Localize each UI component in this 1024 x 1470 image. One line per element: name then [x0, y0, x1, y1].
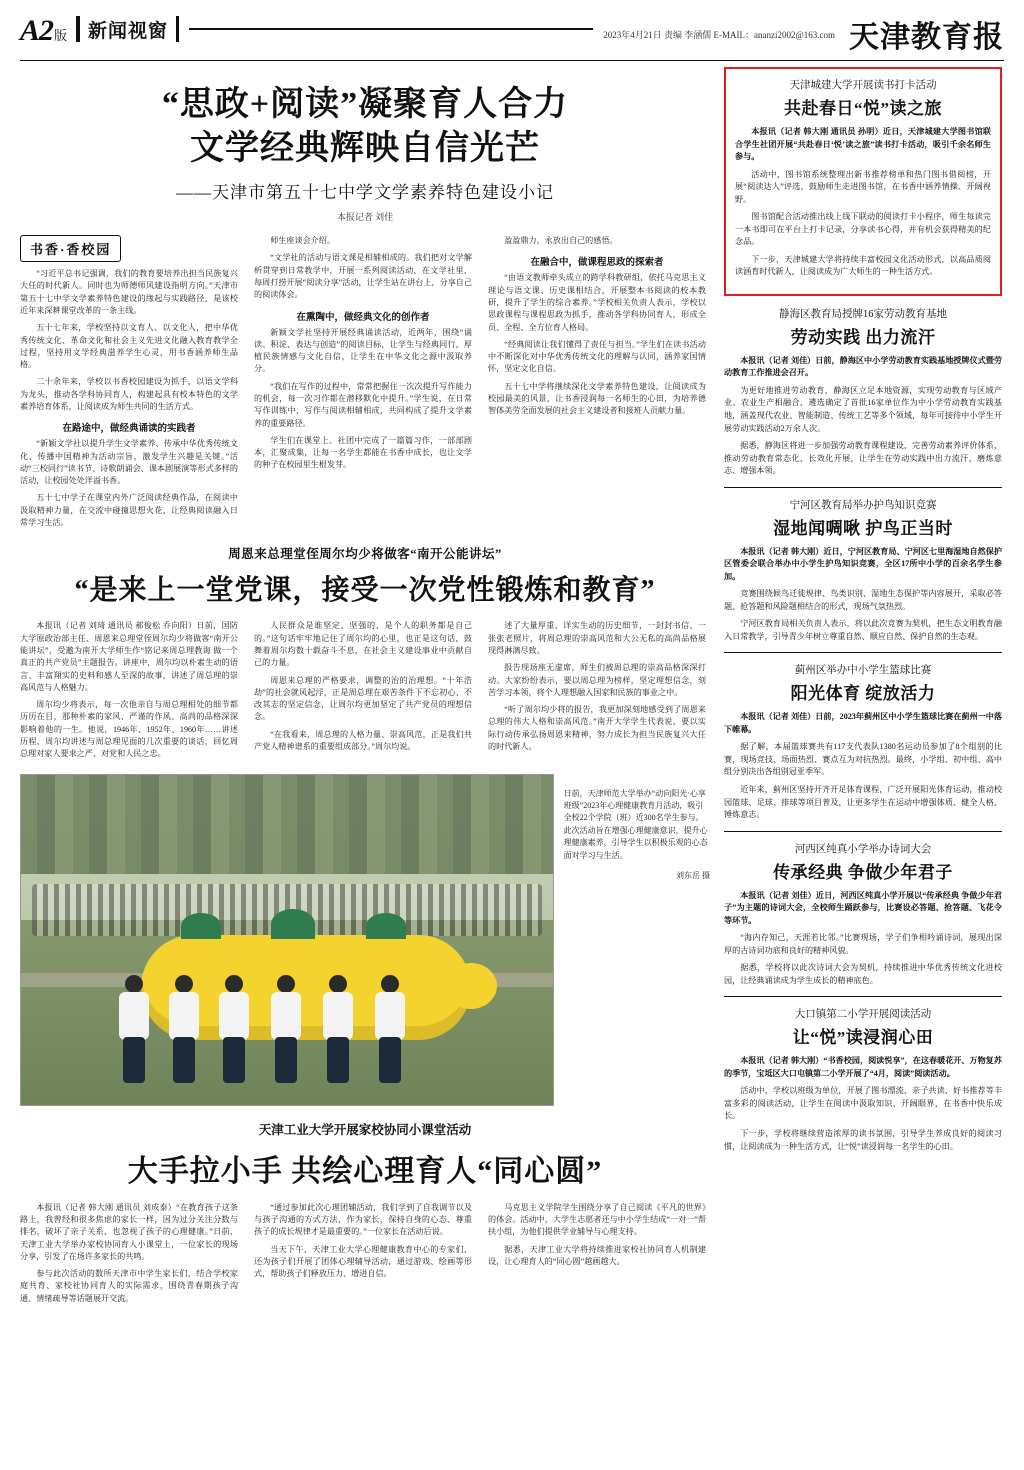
- paragraph: “文学社的活动与语文课是相辅相成的。我们把对文学解析贯穿到日常教学中，开展一系列阅读活动，在文学社里，每周打捞开展“阅读分享”活动，让学生站在讲台上，分享自己的阅读体会。: [254, 253, 472, 300]
- paragraph: “经典阅读让我们懂得了责任与担当。”学生们在读书活动中不断深化对中华优秀传统文化的理解与认同，涵养家国情怀，坚定文化自信。: [488, 339, 706, 374]
- lead-headline-line1: “思政+阅读”凝聚育人合力: [161, 86, 569, 123]
- paragraph: “海内存知己，天涯若比邻。”比赛现场，学子们争相吟诵诗词，展现出深厚的古诗词功底和良好的精神风貌。: [724, 933, 1002, 955]
- rail-item: [724, 497, 1002, 644]
- paragraph: 马克思主义学院学生围绕分享了自己阅读《平凡的世界》的体会。活动中，大学生志愿者还与中小学生结成“一对一”帮扶小组，为他们提供学业辅导与心理支持。: [488, 1202, 706, 1237]
- paragraph: 活动中，图书馆系统整理出新书推荐榜单和热门图书借阅榜，开展“阅读达人”评选，鼓励师生走进图书馆，在书香中涵养情操、开阔视野。: [735, 169, 991, 204]
- section-heading: 在路途中，做经典诵读的实践者: [62, 424, 196, 435]
- paragraph: 近年来，蓟州区坚持开齐开足体育课程，广泛开展阳光体育运动，推动校园篮球、足球、排球等项目普及，让更多学生在运动中增强体质、健全人格、锤炼意志。: [724, 785, 1002, 820]
- rail-item: [724, 841, 1002, 988]
- rail-item: [724, 1006, 1002, 1153]
- lead-column-1: [20, 235, 238, 534]
- photo-student: [321, 975, 355, 1083]
- photo-row: [20, 774, 710, 1106]
- rail-kicker: 静海区教育局授牌16家劳动教育基地: [779, 308, 947, 320]
- rail-title: 阳光体育 绽放活力: [790, 684, 936, 704]
- bottom-feature-title: 大手拉小手 共绘心理育人“同心圆”: [127, 1154, 603, 1188]
- bottom-feature-kicker: 天津工业大学开展家校协同小课堂活动: [258, 1122, 472, 1137]
- paragraph: 据悉，静海区将进一步加强劳动教育课程建设，完善劳动素养评价体系，推动劳动教育常态化、长效化开展，让学生在劳动实践中出力流汗、磨炼意志、增强本领。: [724, 441, 1002, 476]
- lead-headline-line2: 文学经典辉映自信光芒: [190, 129, 540, 167]
- photo-student: [117, 975, 151, 1083]
- paragraph: 盈盈鼎力，永放出自己的感悟。: [504, 236, 618, 246]
- paragraph: 参与此次活动的数所天津市中学生家长们，结合学校家庭共育、家校社协同育人的实际需求，围绕青春期孩子沟通、情绪疏导等话题展开交流。: [20, 1269, 238, 1303]
- mid-column-2: [254, 620, 472, 765]
- rail-divider: [724, 487, 1002, 488]
- section-heading: 在熏陶中，做经典文化的创作者: [296, 312, 430, 323]
- bottom-column-3: [488, 1202, 706, 1310]
- section-heading: 在融合中，做课程思政的探索者: [530, 258, 664, 269]
- paragraph: 人民群众是谁坚定、坚强的，是个人的职务都是自己的。”这句话牢牢地记住了周尔均的心里，也正是这句话，鼓舞着周尔均数十载奋斗不息，在社会主义建设事业中贡献自己的力量。: [254, 621, 472, 668]
- paragraph: 五十七中学将继续深化文学素养特色建设，让阅读成为校园最美的风景，让书香浸润每一名师生的心田，为培养德智体美劳全面发展的社会主义建设者和接班人贡献力量。: [488, 381, 706, 416]
- page-folio: [20, 14, 66, 48]
- paper-logo: 天津教育报: [849, 21, 1004, 54]
- paragraph: 五十七中学子在课堂内外广泛阅读经典作品，在阅读中汲取精神力量，在交流中碰撞思想火花，让经典阅读融入日常学习生活。: [20, 493, 238, 528]
- paragraph: 五十七年来，学校坚持以文育人、以文化人，把中华优秀传统文化、革命文化和社会主义先进文化融入教育教学全过程，坚持用文学经典滋养学生心灵，用书香涵养师生品格。: [20, 323, 238, 370]
- bottom-column-1: [20, 1202, 238, 1310]
- dragon-fin: [181, 913, 221, 939]
- dragon-fin: [366, 913, 406, 939]
- paragraph: 本报讯（记者 刘佳）日前，2023年蓟州区中小学生篮球比赛在蓟州一中落下帷幕。: [724, 712, 1002, 734]
- mid-feature-title: “是来上一堂党课，接受一次党性锻炼和教育”: [74, 575, 656, 607]
- paragraph: “新颖文学社以提升学生文学素养、传承中华优秀传统文化、传播中国精神为活动宗旨，激发学生兴趣是关键。”活动“三校同行”读书节、诗歌朗诵会、课本剧展演等形式多样的活动，让校园处处洋溢书香。: [20, 439, 238, 486]
- paragraph: 二十余年来，学校以书香校园建设为抓手，以语文学科为龙头，推动各学科协同育人，构建起具有校本特色的文学素养培育体系，让阅读成为师生共同的生活方式。: [20, 377, 238, 411]
- masthead-divider: [76, 16, 80, 42]
- rail-kicker: 蓟州区举办中小学生篮球比赛: [794, 665, 932, 677]
- masthead-rule: [189, 28, 593, 30]
- paragraph: 活动中，学校以班级为单位，开展了图书漂流、亲子共读、好书推荐等丰富多彩的阅读活动，让学生在阅读中汲取知识、开阔眼界，在书香中快乐成长。: [724, 1086, 1002, 1121]
- rail-title: 共赴春日“悦”读之旅: [784, 99, 942, 118]
- paragraph: 本报讯（记者 刘琦 通讯员 郝俊松 乔向阳）日前，国防大学原政治部主任、周恩来总理堂侄周尔均少将做客“南开公能讲坛”，受邀为南开大学师生作“铭记来周总理教诲 做一个真正的共产党员”主题报告。讲座中，周尔均以朴素生动的语言、丰富翔实的史料和感人至深的故事，讲述了周总理的崇高风范与人格魅力。: [20, 621, 238, 692]
- photo-caption-block: [564, 774, 710, 1106]
- lead-column-3: [488, 235, 706, 534]
- column-badge: 书香·香校园: [20, 235, 121, 262]
- photo-caption: 日前，天津师范大学举办“动向阳光·心享班级”2023年心理健康教育月活动，吸引全校22个学院（班）近300名学生参与。此次活动旨在增强心理健康意识，提升心理健康素养，引导学生以积极乐观的心态面对学习与生活。: [563, 788, 708, 860]
- paragraph: 述了大量厚重、详实生动的历史细节，一封封书信、一张张老照片，将周总理的崇高风范和大公无私的高尚品格展现得淋漓尽致。: [488, 621, 706, 655]
- rail-title: 让“悦”读浸润心田: [792, 1028, 934, 1048]
- news-photo: [20, 774, 554, 1106]
- paragraph: 图书馆配合活动推出线上线下联动的阅读打卡小程序，师生每读完一本书即可在平台上打卡记录，分享读书心得，并有机会获得精美的纪念品。: [735, 212, 991, 247]
- section-name: 新闻视窗: [88, 21, 169, 42]
- paragraph: 本报讯（记者 韩大刚）“书香校园，阅读悦享”，在这春暖花开、万物复苏的季节，宝坻区大口屯镇第二小学开展了“4月，阅读”阅读活动。: [724, 1056, 1002, 1078]
- paragraph: 为更好地推进劳动教育，静海区立足本地资源，实现劳动教育与区域产业、农业生产相融合，遴选确定了首批16家单位作为中小学劳动教育实践基地，涵盖现代农业、智能制造、传统工艺等多个领域，每年可接待中小学生开展劳动实践活动2万余人次。: [724, 385, 1002, 433]
- mid-feature-columns: [20, 620, 710, 765]
- rail-divider: [724, 831, 1002, 832]
- paragraph: 师生座谈会介绍。: [270, 236, 335, 246]
- paragraph: 本报讯（记者 刘佳）近日，河西区纯真小学开展以“传承经典 争做少年君子”为主题的诗词大会，全校师生踊跃参与，比赛设必答题、抢答题、飞花令等环节。: [724, 890, 1002, 925]
- paragraph: “习近平总书记强调，我们的教育要培养出担当民族复兴大任的时代新人。同时也为师德师风建设指明方向。”天津市第五十七中学文学素养特色建设的缘起与实践路径，是该校近年来深耕课堂改革的一条主线。: [20, 269, 238, 315]
- rail-item-boxed: [724, 67, 1002, 296]
- paragraph: 周恩来总理的严格要求，调整的治的治理想。“十年浩劫”的社会就风起浮，正是周总理在艰苦条件下不忘初心、不改其志的坚定信念，让周尔均更加坚定了共产党员的理想信念。: [254, 675, 472, 722]
- paragraph: 据了解，本届篮球赛共有117支代表队1380名运动员参加了8个组别的比赛，现场竞技、场面热烈、赛点互为对抗热烈。最终，小学组、初中组、高中组分别决出各组别冠亚季军。: [724, 742, 1002, 777]
- paragraph: “通过参加此次心理团辅活动，我们学到了自我调节以及与孩子沟通的方式方法，作为家长，保持自身的心态、尊重孩子的成长规律才是最重要的。”一位家长在活动后说。: [254, 1202, 472, 1237]
- rail-kicker: 河西区纯真小学举办诗词大会: [794, 843, 932, 855]
- mid-column-3: [488, 620, 706, 765]
- folio-number: A2: [20, 14, 54, 47]
- paragraph: 竞赛围绕候鸟迁徙规律、鸟类识别、湿地生态保护等内容展开，采取必答题、抢答题和风险题相结合的形式，现场气氛热烈。: [724, 589, 1002, 611]
- paragraph: 学生们在课堂上、社团中完成了一篇篇习作，一部部剧本，汇聚成集，让每一名学生都能在书香中成长，也让文学的种子在校园里生根发芽。: [254, 435, 472, 470]
- paragraph: 下一步，学校将继续营造浓厚的读书氛围，引导学生养成良好的阅读习惯，让阅读成为一种生活方式，让“悦”读浸润每一名学生的心田。: [724, 1128, 1002, 1151]
- issue-dateline: 2023年4月21日 责编 李涵儒 E-MAIL：ananzi2002@163.com: [603, 30, 835, 40]
- rail-kicker: 宁河区教育局举办护鸟知识竞赛: [789, 499, 937, 511]
- paragraph: 据悉，天津工业大学将持续推进家校社协同育人机制建设，让心理育人的“同心圆”越画越大。: [488, 1244, 706, 1266]
- photo-student: [217, 975, 251, 1083]
- photo-student: [167, 975, 201, 1083]
- mid-feature-kicker: 周恩来总理堂侄周尔均少将做客“南开公能讲坛”: [228, 547, 502, 562]
- masthead: [20, 14, 1004, 58]
- rail-title: 传承经典 争做少年君子: [773, 862, 953, 882]
- paragraph: 新颖文学社坚持开展经典诵读活动，近两年，围绕“诵读、积淀、表达与创造”的阅读目标，让学生与经典同行，厚植民族情感与文化自信，让学生在中华文化之源中汲取养分。: [254, 327, 472, 374]
- lead-columns: [20, 235, 710, 534]
- photo-trees: [21, 775, 553, 874]
- page-grid: [20, 67, 1004, 1310]
- rail-kicker: 大口镇第二小学开展阅读活动: [794, 1009, 932, 1021]
- paragraph: “在我看来，周总理的人格力量、崇高风范，正是我们共产党人精神谱系的重要组成部分。”周尔均说。: [254, 729, 472, 752]
- paragraph: “我们在写作的过程中，常常把握住一次次提升写作能力的机会，每一次习作都在潜移默化中提升。”学生说，在日常写作训练中，写作与阅读相辅相成，共同构成了提升文学素养的重要路径。: [254, 381, 472, 428]
- rail-item: [724, 306, 1002, 478]
- bottom-column-2: [254, 1202, 472, 1310]
- lead-headline-block: [20, 83, 710, 223]
- dragon-fin: [271, 909, 315, 939]
- right-rail: [724, 67, 1002, 1310]
- rail-item: [724, 662, 1002, 821]
- photo-student: [373, 975, 407, 1083]
- masthead-divider-2: [176, 16, 179, 42]
- folio-suffix: 版: [54, 28, 67, 43]
- rail-kicker: 天津城建大学开展读书打卡活动: [789, 80, 937, 91]
- lead-byline: 本报记者 刘佳: [336, 212, 394, 223]
- lead-column-2: [254, 235, 472, 534]
- paragraph: 本报讯（记者 韩大刚 通讯员 孙明）近日，天津城建大学图书馆联合学生社团开展“共赴春日‘悦’读之旅”读书打卡活动，吸引千余名师生参与。: [735, 127, 991, 162]
- photo-credit: 刘东岳 摄: [676, 870, 710, 880]
- paragraph: “由语文教师牵头成立的跨学科教研组，依托马克思主义理论与语文课、历史课相结合，开展整本书阅读的校本教研，提升了学生的综合素养。”学校相关负责人表示，学校以思政课程与课程思政为抓手，推动各学科协同育人，形成全员、全程、全方位育人格局。: [488, 273, 706, 332]
- mid-column-1: [20, 620, 238, 765]
- lead-subheadline: ——天津市第五十七中学文学素养特色建设小记: [176, 183, 554, 203]
- paragraph: 报告现场座无虚席，师生们被周总理的崇高品格深深打动。大家纷纷表示，要以周总理为榜样，坚定理想信念，刻苦学习本领，将个人理想融入国家和民族的事业之中。: [488, 663, 706, 697]
- paragraph: 宁河区教育局相关负责人表示，将以此次竞赛为契机，把生态文明教育融入日常教学，引导青少年树立尊重自然、顺应自然、保护自然的生态观。: [724, 619, 1002, 641]
- paragraph: 据悉，学校将以此次诗词大会为契机，持续推进中华优秀传统文化进校园，让经典诵读成为学生成长的精神底色。: [724, 963, 1002, 985]
- photo-student: [269, 975, 303, 1083]
- bottom-feature-columns: [20, 1202, 710, 1310]
- badge-wrap: [20, 235, 238, 262]
- rail-divider: [724, 652, 1002, 653]
- masthead-bottom-rule: [20, 60, 1004, 61]
- paragraph: 本报讯（记者 韩大刚）近日，宁河区教育局、宁河区七里海湿地自然保护区管委会联合举办中小学生护鸟知识竞赛，全区17所中小学的百余名学生参加。: [724, 546, 1002, 581]
- main-content: [20, 67, 710, 1310]
- paragraph: 周尔均少将表示，每一次他亲自与周总理相处的细节都历历在目，那种朴素的家风、严谨的作风、高尚的品格深深影响着他的一生。他说，1946年、1952年、1960年……讲述历程，周尔均讲述与周总理见面的几次重要的谈话，回忆周总理对家人要求之严、对党和人民之忠。: [20, 700, 238, 759]
- paragraph: 本报讯（记者 刘佳）日前，静海区中小学劳动教育实践基地授牌仪式暨劳动教育工作推进会召开。: [724, 355, 1002, 378]
- rail-divider: [724, 996, 1002, 997]
- paragraph: 下一步，天津城建大学将持续丰富校园文化活动形式，以高品质阅读涵育时代新人，让阅读成为广大师生的一种生活方式。: [735, 254, 991, 277]
- rail-title: 湿地闻啁啾 护鸟正当时: [773, 518, 953, 538]
- paragraph: 当天下午，天津工业大学心理健康教育中心的专家们，还为孩子们开展了团体心理辅导活动，通过游戏、绘画等形式，帮助孩子们释放压力、增进自信。: [254, 1244, 472, 1279]
- rail-title: 劳动实践 出力流汗: [790, 327, 936, 347]
- paragraph: 本报讯（记者 韩大刚 通讯员 刘成泰）“在教育孩子这条路上，我曾经和很多焦虑的家长一样，因为过分关注分数与排名，破坏了亲子关系，也忽视了孩子的心理健康。”日前，天津工业大学举办家校协同育人小课堂上，一位家长的现场分享，引发了在场许多家长的共鸣。: [20, 1202, 238, 1261]
- paragraph: “听了周尔均少将的报告，我更加深刻地感受到了周恩来总理的伟大人格和崇高风范。”南开大学学生代表说，要以实际行动传承弘扬周恩来精神，努力成长为担当民族复兴大任的时代新人。: [488, 705, 706, 752]
